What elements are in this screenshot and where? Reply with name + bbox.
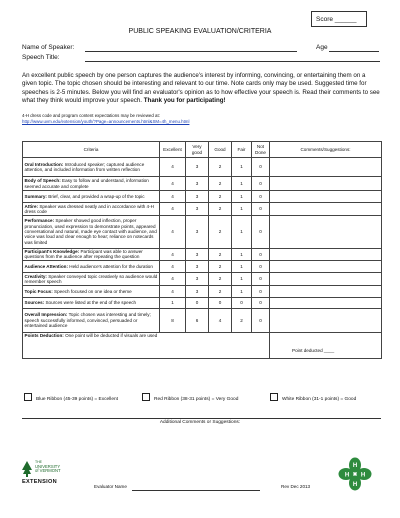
white-ribbon-label: White Ribbon (31-1 points) = Good [282,397,357,402]
score-very-good[interactable]: 3 [186,261,209,273]
table-header-row [23,142,382,158]
evaluator-name-field[interactable] [132,490,260,491]
col-header-not-done: Not Done [252,142,270,158]
col-header-very-good: Very good [186,142,209,158]
comment-cell[interactable] [270,285,382,297]
score-not-done[interactable]: 0 [252,158,270,177]
score-excellent[interactable]: 4 [160,273,186,286]
score-fair[interactable]: 1 [232,273,252,286]
comment-cell[interactable] [270,177,382,191]
criteria-title: Overall Impression: [24,312,68,318]
uvm-tree-icon [22,461,32,477]
score-not-done[interactable]: 0 [252,285,270,297]
score-very-good[interactable]: 3 [186,285,209,297]
score-very-good[interactable]: 3 [186,203,209,216]
score-good[interactable]: 2 [209,177,232,191]
score-fair[interactable]: 1 [232,261,252,273]
criteria-row [23,285,382,297]
criteria-description: Held audience's attention for the duration [69,264,153,270]
criteria-title: Sources: [24,300,45,306]
points-deduction-row [23,332,382,358]
reference-text: 4-H dress code and program content expectations may be reviewed at: [22,113,160,118]
criteria-description: Easy to follow and understand, information seemed accurate and complete [24,178,149,189]
red-ribbon-checkbox[interactable] [142,393,150,401]
logo-line-university: UNIVERSITY [35,463,61,469]
score-excellent[interactable]: 4 [160,248,186,261]
criteria-row [23,297,382,308]
svg-text:H: H [360,472,366,479]
criteria-row [23,273,382,286]
intro-text: An excellent public speech by one person captures the audience's interest by informing, convincing, or entertaining them on a given topic. The topic chosen should be interesting and relevant to our time. Note cards only may be used. Suggested time for speeches is 2-5 minutes. Below you will find an evaluator's opinion as to how effective your speech is. Read their comments to see what they think would improve your speech. [22,72,380,105]
criteria-title: Creativity: [24,273,47,279]
criteria-description: Sources were listed at the end of the speech [45,300,137,306]
criteria-cell [23,297,160,308]
comment-cell[interactable] [270,297,382,308]
score-fair[interactable]: 1 [232,177,252,191]
criteria-cell [23,177,160,191]
name-field[interactable] [85,51,297,52]
score-not-done[interactable]: 0 [252,248,270,261]
criteria-cell [23,191,160,203]
criteria-cell [23,308,160,332]
score-excellent[interactable]: 4 [160,203,186,216]
col-header-criteria: Criteria [23,142,160,158]
svg-text:H: H [352,463,358,469]
score-not-done[interactable]: 0 [252,273,270,286]
criteria-description: Participant was able to answer questions from the audience after repeating the question [24,249,143,260]
svg-text:H: H [352,482,358,488]
col-header-fair: Fair [232,142,252,158]
score-excellent[interactable]: 1 [160,297,186,308]
name-label: Name of Speaker: [22,44,75,51]
criteria-row [23,158,382,177]
uvm-extension-logo [22,461,82,485]
score-not-done[interactable]: 0 [252,261,270,273]
score-excellent[interactable]: 4 [160,191,186,203]
score-excellent[interactable]: 4 [160,215,186,248]
criteria-cell [23,285,160,297]
speech-title-field[interactable] [85,61,380,62]
svg-text:H: H [344,472,350,479]
score-good[interactable]: 2 [209,215,232,248]
score-good[interactable]: 2 [209,285,232,297]
score-fair[interactable]: 1 [232,203,252,216]
criteria-row [23,261,382,273]
score-not-done[interactable]: 0 [252,215,270,248]
comment-cell[interactable] [270,248,382,261]
point-deducted-cell[interactable] [270,332,382,358]
criteria-title: Body of Speech: [24,178,61,184]
score-excellent[interactable]: 8 [160,308,186,332]
blue-ribbon-checkbox[interactable] [24,393,32,401]
evaluator-label: Evaluator Name [94,484,127,489]
criteria-cell [23,261,160,273]
criteria-description: Brief, clear, and provided a wrap-up of the topic [48,193,145,199]
comments-divider [22,418,381,419]
criteria-description: Introduced speaker; captured audience attention, and included information from written reflection [24,161,145,172]
points-deduction-desc: One point will be deducted if visuals are used [65,333,158,339]
criteria-cell [23,203,160,216]
age-field[interactable] [329,51,379,52]
blue-ribbon-label: Blue Ribbon (45-39 points) = Excellent [36,397,118,402]
score-good[interactable]: 4 [209,308,232,332]
red-ribbon-label: Red Ribbon (38-31 points) = Very Good [154,397,239,402]
score-good[interactable]: 2 [209,261,232,273]
score-good[interactable]: 2 [209,248,232,261]
age-label: Age [316,44,328,51]
comment-cell[interactable] [270,273,382,286]
speech-title-label: Speech Title: [22,54,60,61]
score-not-done[interactable]: 0 [252,203,270,216]
criteria-description: Speaker was dressed neatly and in accordance with 4-H dress code [24,203,154,214]
criteria-row [23,191,382,203]
score-good[interactable]: 2 [209,158,232,177]
score-very-good[interactable]: 3 [186,273,209,286]
comment-cell[interactable] [270,308,382,332]
score-fair[interactable]: 1 [232,191,252,203]
score-good[interactable]: 2 [209,191,232,203]
criteria-cell [23,273,160,286]
criteria-cell [23,248,160,261]
points-deduction-cell [23,332,270,358]
score-excellent[interactable]: 4 [160,261,186,273]
criteria-row [23,203,382,216]
white-ribbon-checkbox[interactable] [270,393,278,401]
additional-comments-label: Additional Comments or Suggestions: [159,420,241,425]
criteria-cell [23,215,160,248]
intro-paragraph [22,72,380,106]
points-deduction-title: Points Deduction: [24,333,64,339]
score-very-good[interactable]: 3 [186,248,209,261]
criteria-table [22,141,382,359]
score-good[interactable]: 0 [209,297,232,308]
col-header-excellent: Excellent [160,142,186,158]
score-very-good[interactable]: 3 [186,215,209,248]
comment-cell[interactable] [270,158,382,177]
criteria-title: Attire: [24,203,39,209]
criteria-description: Speaker conveyed topic creatively so audience would remember speech [24,273,158,284]
score-very-good[interactable]: 0 [186,297,209,308]
criteria-title: Performance: [24,218,55,224]
score-very-good[interactable]: 3 [186,177,209,191]
reference-link[interactable]: http://www.uvm.edu/extension/youth/?Page=announcements.html&SM=4h_menu.html [22,119,190,124]
score-not-done[interactable]: 0 [252,177,270,191]
score-very-good[interactable]: 3 [186,158,209,177]
criteria-title: Oral Introduction: [24,161,64,167]
score-good[interactable]: 2 [209,203,232,216]
criteria-description: Speech focused on one idea or theme [54,288,132,294]
point-deducted-label: Point deducted ____ [292,348,335,354]
score-excellent[interactable]: 4 [160,285,186,297]
criteria-row [23,177,382,191]
4h-clover-icon [338,457,372,491]
criteria-cell [23,158,160,177]
comment-cell[interactable] [270,261,382,273]
col-header-comments: Comments/Suggestions: [270,142,382,158]
criteria-description: Topic chosen was interesting and timely; speech successfully informed, convinced, persuaded or entertained audience [24,312,151,328]
score-very-good[interactable]: 6 [186,308,209,332]
score-fair[interactable]: 1 [232,158,252,177]
criteria-title: Topic Focus: [24,288,53,294]
revision-date: Rev Dec 2013 [281,484,311,489]
score-fair[interactable]: 0 [232,297,252,308]
col-header-good: Good [209,142,232,158]
page-title: PUBLIC SPEAKING EVALUATION/CRITERIA [128,28,272,35]
criteria-row [23,308,382,332]
score-fair[interactable]: 1 [232,248,252,261]
dress-code-reference [22,113,189,125]
criteria-description: Speaker showed good inflection, proper pronunciation, used expression to demonstrate points, appeared conversational and natural, made eye contact with audience, and voice was loud and clear enough to hear; reliance on notecards was limited [24,218,157,245]
uvm-wordmark [35,461,61,474]
criteria-title: Summary: [24,193,47,199]
criteria-title: Participant's Knowledge: [24,249,80,255]
comment-cell[interactable] [270,191,382,203]
score-not-done[interactable]: 0 [252,297,270,308]
comment-cell[interactable] [270,215,382,248]
logo-line-extension: EXTENSION [22,479,58,485]
criteria-row [23,215,382,248]
score-very-good[interactable]: 3 [186,191,209,203]
score-not-done[interactable]: 0 [252,191,270,203]
logo-line-of-vermont: of VERMONT [35,468,61,474]
score-not-done[interactable]: 0 [252,308,270,332]
score-field[interactable]: Score ______ [311,11,367,27]
score-fair[interactable]: 1 [232,215,252,248]
score-excellent[interactable]: 4 [160,158,186,177]
logo-line-the: THE [35,460,42,464]
criteria-row [23,248,382,261]
score-fair[interactable]: 1 [232,285,252,297]
criteria-title: Audience Attention: [24,264,68,270]
comment-cell[interactable] [270,203,382,216]
score-excellent[interactable]: 4 [160,177,186,191]
intro-thanks: Thank you for participating! [143,97,226,105]
score-good[interactable]: 2 [209,273,232,286]
score-fair[interactable]: 2 [232,308,252,332]
